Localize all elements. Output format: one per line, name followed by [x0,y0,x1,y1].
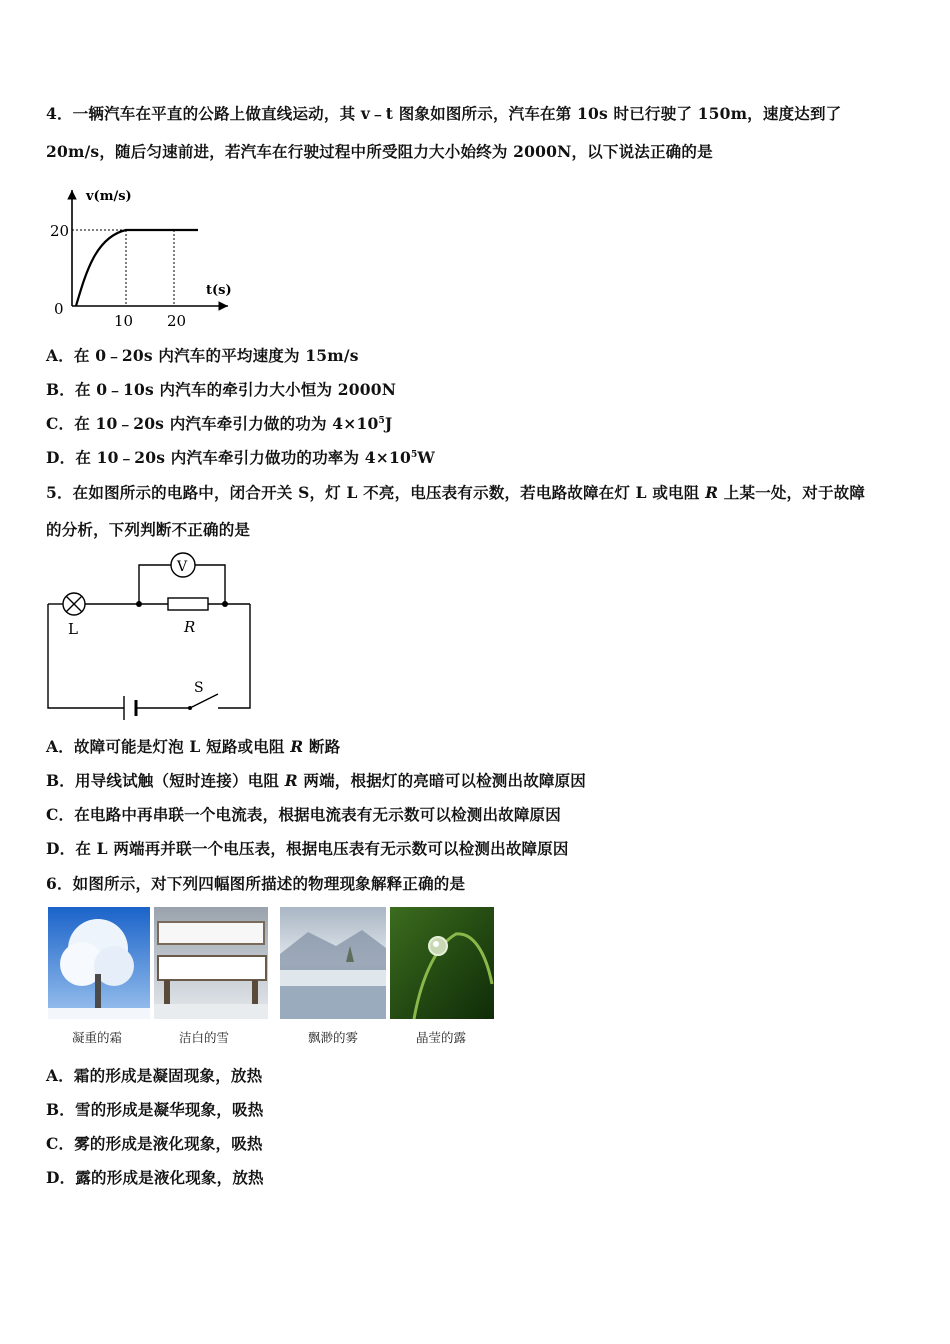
frost-photo [48,907,150,1019]
fog-caption: 飘渺的雾 [308,1030,359,1045]
snow-caption: 洁白的雪 [179,1030,230,1045]
wire-right [218,604,250,708]
voltmeter-label: V [177,559,188,575]
y-axis-label: v(m/s) [86,189,132,204]
resistor-icon [168,598,208,610]
q4-option-c: C．在 10﹣20s 内汽车牵引力做的功为 $4\times 10^5J$ [46,414,393,433]
q5-option-b: B．用导线试触（短时连接）电阻 R 两端，根据灯的亮暗可以检测出故障原因 [46,771,586,790]
q4-option-d: D．在 10﹣20s 内汽车牵引力做功的功率为 $4\times 10^5W$ [46,448,436,467]
x-tick-20: 20 [167,312,187,330]
q5-stem-line2: 的分析，下列判断不正确的是 [46,520,251,539]
q4-stem-line2: 20m/s，随后匀速前进，若汽车在行驶过程中所受阻力大小始终为 2000N，以下说法正确的是 [46,142,713,161]
lamp-label: L [68,620,78,638]
q5-option-c: C．在电路中再串联一个电流表，根据电流表有无示数可以检测出故障原因 [46,805,561,824]
switch-icon [188,694,218,710]
q4-option-b: B．在 0﹣10s 内汽车的牵引力大小恒为 2000N [46,380,397,399]
switch-label: S [194,680,204,696]
battery-icon [124,696,136,720]
x-axis-label: t(s) [206,283,232,298]
q5-circuit-diagram [40,548,260,728]
q4-vt-graph [46,182,246,336]
lamp-icon [63,593,85,615]
resistor-label: R [184,618,196,636]
q6-option-a: A．霜的形成是凝固现象，放热 [46,1066,263,1085]
q4-option-a: A．在 0﹣20s 内汽车的平均速度为 15m/s [46,346,359,365]
y-tick-20: 20 [50,222,70,240]
q6-photo-strip [46,904,496,1053]
snow-photo [154,907,268,1019]
q4-stem-line1: 4．一辆汽车在平直的公路上做直线运动，其 v﹣t 图象如图所示，汽车在第 10s 时已行驶了 150m，速度达到了 [46,104,842,123]
q5-stem-line1: 5．在如图所示的电路中，闭合开关 S，灯 L 不亮，电压表有示数，若电路故障在灯 L 或电阻 R 上某一处，对于故障 [46,483,866,502]
velocity-curve [76,230,198,306]
q6-option-c: C．雾的形成是液化现象，吸热 [46,1134,263,1153]
dew-caption: 晶莹的露 [416,1030,467,1045]
origin-label: 0 [54,300,64,318]
wire-left [48,604,124,708]
q6-option-b: B．雪的形成是凝华现象，吸热 [46,1100,264,1119]
q5-option-d: D．在 L 两端再并联一个电压表，根据电压表有无示数可以检测出故障原因 [46,839,569,858]
dew-photo [390,907,494,1019]
q6-stem: 6．如图所示，对下列四幅图所描述的物理现象解释正确的是 [46,874,466,893]
q6-option-d: D．露的形成是液化现象，放热 [46,1168,264,1187]
fog-photo [280,907,386,1019]
x-tick-10: 10 [114,312,134,330]
q5-option-a: A．故障可能是灯泡 L 短路或电阻 R 断路 [46,737,341,756]
frost-caption: 凝重的霜 [72,1030,123,1045]
